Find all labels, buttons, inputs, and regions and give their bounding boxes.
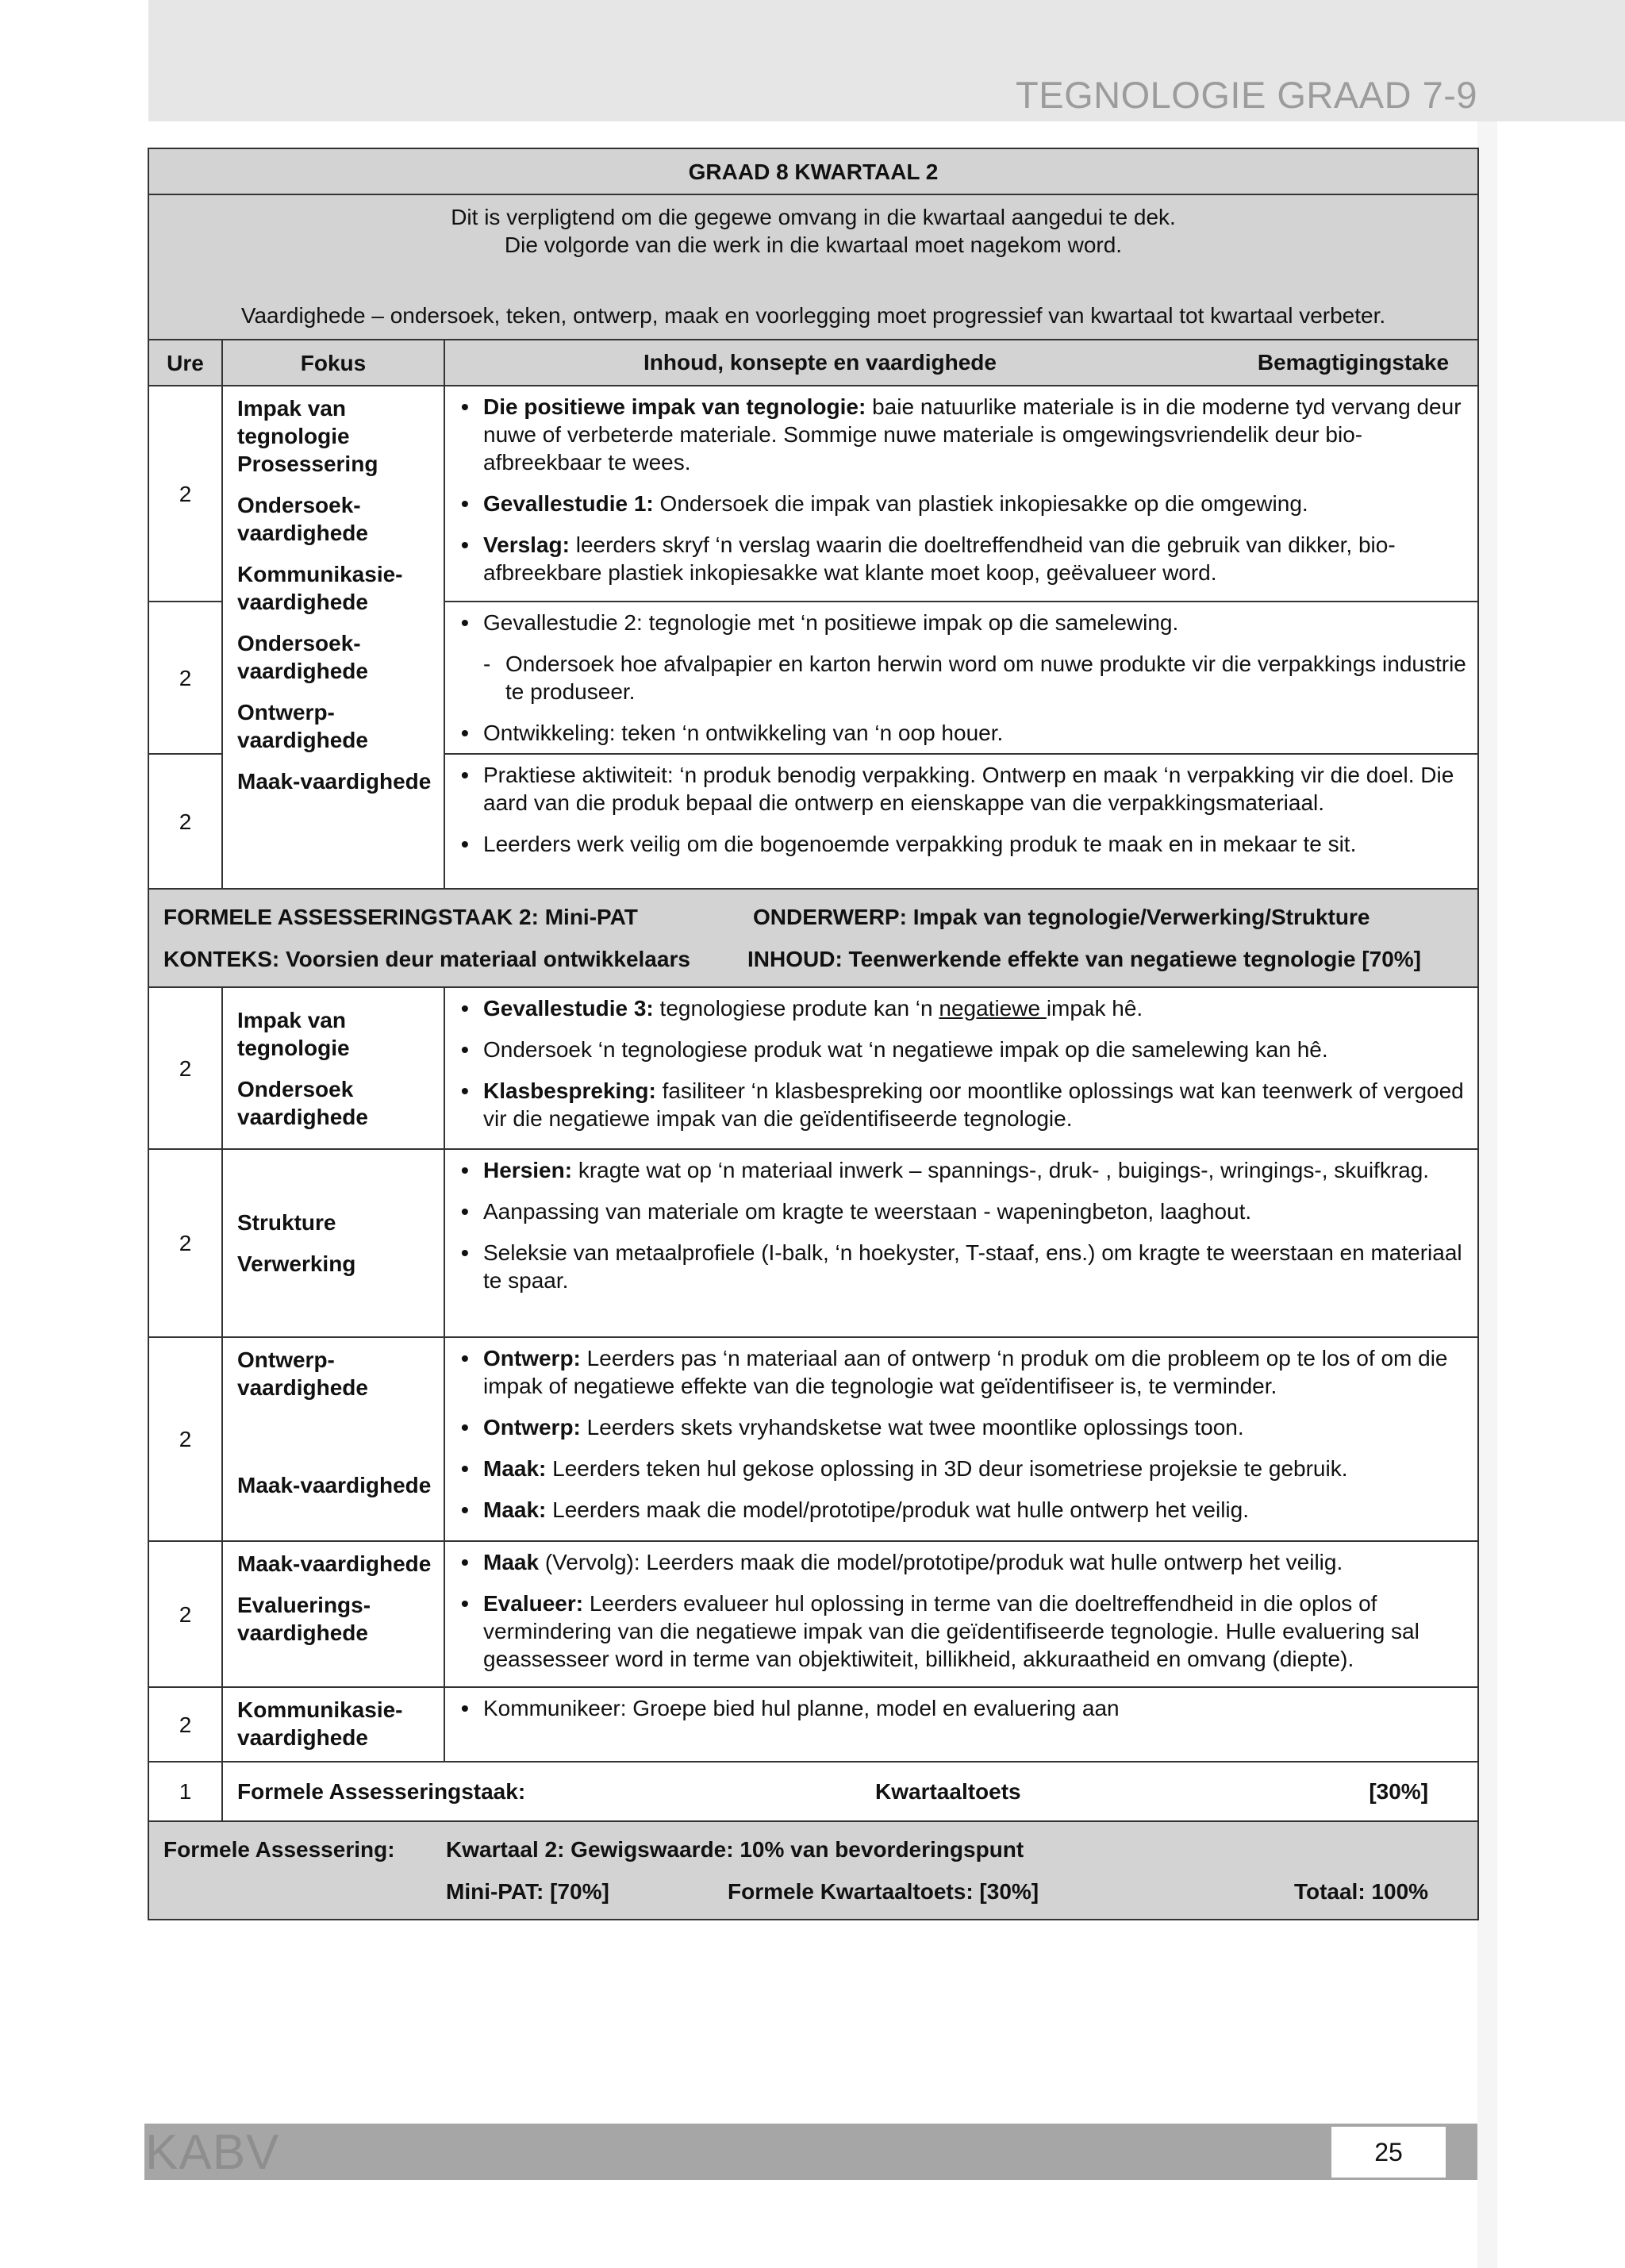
intro-line: Dit is verpligtend om die gegewe omvang in die kwartaal aangedui te dek. [451,205,1176,229]
content-cell [444,1541,1478,1687]
ure-cell: 2 [148,1687,222,1762]
column-header-inhoud [444,340,1478,386]
banner-inhoud: INHOUD: Teenwerkende effekte van negatiewe tegnologie [70%] [747,947,1422,971]
summary-totaal: Totaal: 100% [1293,1879,1429,1904]
ure-cell: 2 [148,386,222,602]
list-item: - Ondersoek hoe afvalpapier en karton herwin word om nuwe produkte vir die verpakkings industrie te produseer. [456,650,1466,705]
table-row [148,1687,1478,1762]
banner-konteks: KONTEKS: Voorsien deur materiaal ontwikkelaars [163,947,690,971]
header-title: TEGNOLOGIE GRAAD 7-9 [1016,74,1477,116]
list-item: • Klasbespreking: fasiliteer ‘n klasbespreking oor moontlike oplossings wat kan teenwerk of vergoed vir die negatiewe impak van die geïdentifiseerde tegnologie. [456,1077,1466,1132]
intro-box [148,194,1478,340]
list-item: • Maak: Leerders maak die model/prototipe/produk wat hulle ontwerp het veilig. [456,1496,1466,1524]
summary-kwartaaltoets: Formele Kwartaaltoets: [30%] [728,1879,1039,1904]
fokus-cell [222,987,444,1149]
fokus-label: Ondersoek-vaardighede [237,493,368,545]
table-title: GRAAD 8 KWARTAAL 2 [148,148,1478,194]
table-row [148,1337,1478,1541]
list-item: • Kommunikeer: Groepe bied hul planne, model en evaluering aan [456,1694,1466,1722]
table-row [148,1762,1478,1821]
list-item: • Ontwikkeling: teken ‘n ontwikkeling van ‘n oop houer. [456,719,1466,747]
formal-test-name: Kwartaaltoets [875,1779,1021,1804]
fokus-label: Strukture [237,1210,336,1235]
ure-cell: 2 [148,754,222,889]
fokus-cell [222,386,444,889]
ure-cell: 2 [148,1541,222,1687]
list-item: • Ontwerp: Leerders skets vryhandsketse wat twee moontlike oplossings toon. [456,1413,1466,1441]
footer-brand: KABV [145,2125,280,2180]
list-item: • Gevallestudie 1: Ondersoek die impak van plastiek inkopiesakke op die omgewing. [456,490,1466,517]
fokus-label: Maak-vaardighede [237,769,432,794]
fokus-label: Impak van tegnologie Prosessering [237,396,378,476]
fokus-cell [222,1149,444,1337]
content-cell [444,1149,1478,1337]
formal-test-cell [222,1762,1478,1821]
term-plan-table [148,148,1479,1920]
summary-weight: Kwartaal 2: Gewigswaarde: 10% van bevorderingspunt [446,1837,1024,1862]
list-item: • Die positiewe impak van tegnologie: baie natuurlike materiale is in die moderne tyd vervang deur nuwe of verbeterde materiale. Sommige nuwe materiale is omgewingsvriendelik deur bio-afbreekbaar te wees. [456,393,1466,476]
footer-bar [144,2124,1477,2180]
formal-test-label: Formele Assesseringstaak: [237,1779,526,1804]
list-item: • Ontwerp: Leerders pas ‘n materiaal aan of ontwerp ‘n produk om die probleem op te los of om die impak of negatiewe effekte van die tegnologie wat geïdentifiseer is, te verminder. [456,1344,1466,1400]
content-cell [444,1687,1478,1762]
fokus-label: Ondersoek vaardighede [237,1076,368,1129]
table-row [148,386,1478,602]
intro-line: Vaardighede – ondersoek, teken, ontwerp, maak en voorlegging moet progressief van kwartaal tot kwartaal verbeter. [240,303,1386,328]
fokus-label: Evaluerings-vaardighede [237,1593,371,1645]
page-edge-strip [1477,121,1497,2268]
fokus-label: Kommunikasie-vaardighede [237,1697,403,1750]
column-header-fokus: Fokus [222,340,444,386]
intro-line: Die volgorde van die werk in die kwartaal moet nagekom word. [504,233,1123,257]
list-item: • Ondersoek ‘n tegnologiese produk wat ‘n negatiewe impak op die samelewing kan hê. [456,1036,1466,1063]
table-row [148,1541,1478,1687]
banner-onderwerp: ONDERWERP: Impak van tegnologie/Verwerking/Strukture [753,905,1370,929]
content-cell [444,1337,1478,1541]
fokus-label: Ontwerp-vaardighede [237,1347,368,1400]
page-number: 25 [1331,2127,1446,2178]
content-cell [444,386,1478,602]
ure-cell: 2 [148,602,222,754]
column-header-ure: Ure [148,340,222,386]
column-header-bemagtiging: Bemagtigingstake [1257,350,1450,375]
ure-cell: 2 [148,987,222,1149]
fokus-cell [222,1687,444,1762]
banner-task: FORMELE ASSESSERINGSTAAK 2: Mini-PAT [163,905,638,929]
assessment-summary [148,1821,1478,1920]
fokus-cell [222,1337,444,1541]
ure-cell: 1 [148,1762,222,1821]
formal-test-weight: [30%] [1369,1779,1429,1804]
assessment-task-banner [148,889,1478,987]
list-item: • Praktiese aktiwiteit: ‘n produk benodig verpakking. Ontwerp en maak ‘n verpakking vir die doel. Die aard van die produk bepaal die ontwerp en eienskappe van die verpakkingsmateriaal. [456,761,1466,817]
table-row [148,1149,1478,1337]
fokus-label: Maak-vaardighede [237,1551,432,1576]
list-item: • Leerders werk veilig om die bogenoemde verpakking produk te maak en in mekaar te sit. [456,830,1466,858]
list-item: • Aanpassing van materiale om kragte te weerstaan - wapeningbeton, laaghout. [456,1197,1466,1225]
list-item: • Verslag: leerders skryf ‘n verslag waarin die doeltreffendheid van die gebruik van dikker, bio-afbreekbare plastiek inkopiesakke wat klante moet koop, geëvalueer word. [456,531,1466,586]
content-cell [444,602,1478,754]
list-item: • Hersien: kragte wat op ‘n materiaal inwerk – spannings-, druk- , buigings-, wringings-, skuifkrag. [456,1156,1466,1184]
summary-label: Formele Assessering: [163,1837,395,1862]
list-item: • Gevallestudie 3: tegnologiese produte kan ‘n negatiewe impak hê. [456,994,1466,1022]
fokus-label: Verwerking [237,1251,356,1276]
table-row [148,987,1478,1149]
fokus-label: Kommunikasie-vaardighede [237,562,403,614]
fokus-label: Impak van tegnologie [237,1007,350,1060]
column-header-inhoud-label: Inhoud, konsepte en vaardighede [643,350,997,375]
list-item: • Maak (Vervolg): Leerders maak die model/prototipe/produk wat hulle ontwerp het veilig. [456,1548,1466,1576]
content-cell [444,987,1478,1149]
list-item: • Evalueer: Leerders evalueer hul oplossing in terme van die doeltreffendheid in die oplos of vermindering van die negatiewe impak van die geïdentifiseerde tegnologie. Hulle evaluering sal geassesseer word in terme van objektiwiteit, billikheid, akkuraatheid en omvang (diepte). [456,1590,1466,1673]
fokus-label: Ondersoek-vaardighede [237,631,368,683]
ure-cell: 2 [148,1149,222,1337]
list-item: • Gevallestudie 2: tegnologie met ‘n positiewe impak op die samelewing. [456,609,1466,636]
fokus-label: Maak-vaardighede [237,1473,432,1497]
fokus-cell [222,1541,444,1687]
list-item: • Seleksie van metaalprofiele (I-balk, ‘n hoekyster, T-staaf, ens.) om kragte te weerstaan en materiaal te spaar. [456,1239,1466,1294]
list-item: • Maak: Leerders teken hul gekose oplossing in 3D deur isometriese projeksie te gebruik. [456,1455,1466,1482]
summary-minipat: Mini-PAT: [70%] [446,1879,609,1904]
fokus-label: Ontwerp-vaardighede [237,700,368,752]
content-cell [444,754,1478,889]
ure-cell: 2 [148,1337,222,1541]
